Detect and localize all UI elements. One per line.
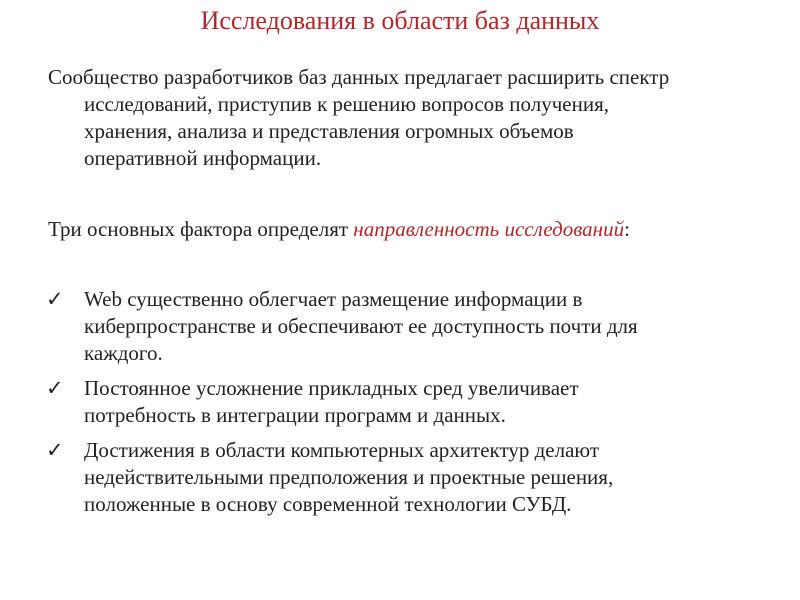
factors-highlight: направленность исследований [353,217,625,241]
factors-list [46,286,776,526]
checkmark-icon: ✓ [46,438,64,462]
list-item-line: потребность в интеграции программ и данных. [84,403,506,427]
list-item-line: каждого. [84,341,163,365]
intro-line: Сообщество разработчиков баз данных предлагает расширить спектр [48,65,670,89]
intro-line: хранения, анализа и представления огромных объемов [84,119,574,143]
list-item-line: Web существенно облегчает размещение информации в [84,287,583,311]
list-item-line: положенные в основу современной технологии СУБД. [84,492,572,516]
slide-title: Исследования в области баз данных [200,6,600,35]
factors-suffix: : [624,217,630,241]
factors-paragraph [48,216,630,243]
list-item-line: недействительными предположения и проектные решения, [84,465,614,489]
checkmark-icon: ✓ [46,376,64,400]
factors-prefix: Три основных фактора определят [48,217,354,241]
list-item [46,437,776,518]
list-item [46,375,776,429]
list-item [46,286,776,367]
intro-line: исследований, приступив к решению вопросов получения, [84,92,610,116]
intro-paragraph [48,64,778,172]
list-item-line: Постоянное усложнение прикладных сред увеличивает [84,376,579,400]
list-item-line: Достижения в области компьютерных архитектур делают [84,438,600,462]
checkmark-icon: ✓ [46,287,64,311]
intro-line: оперативной информации. [84,146,322,170]
list-item-line: киберпространстве и обеспечивают ее доступность почти для [84,314,638,338]
